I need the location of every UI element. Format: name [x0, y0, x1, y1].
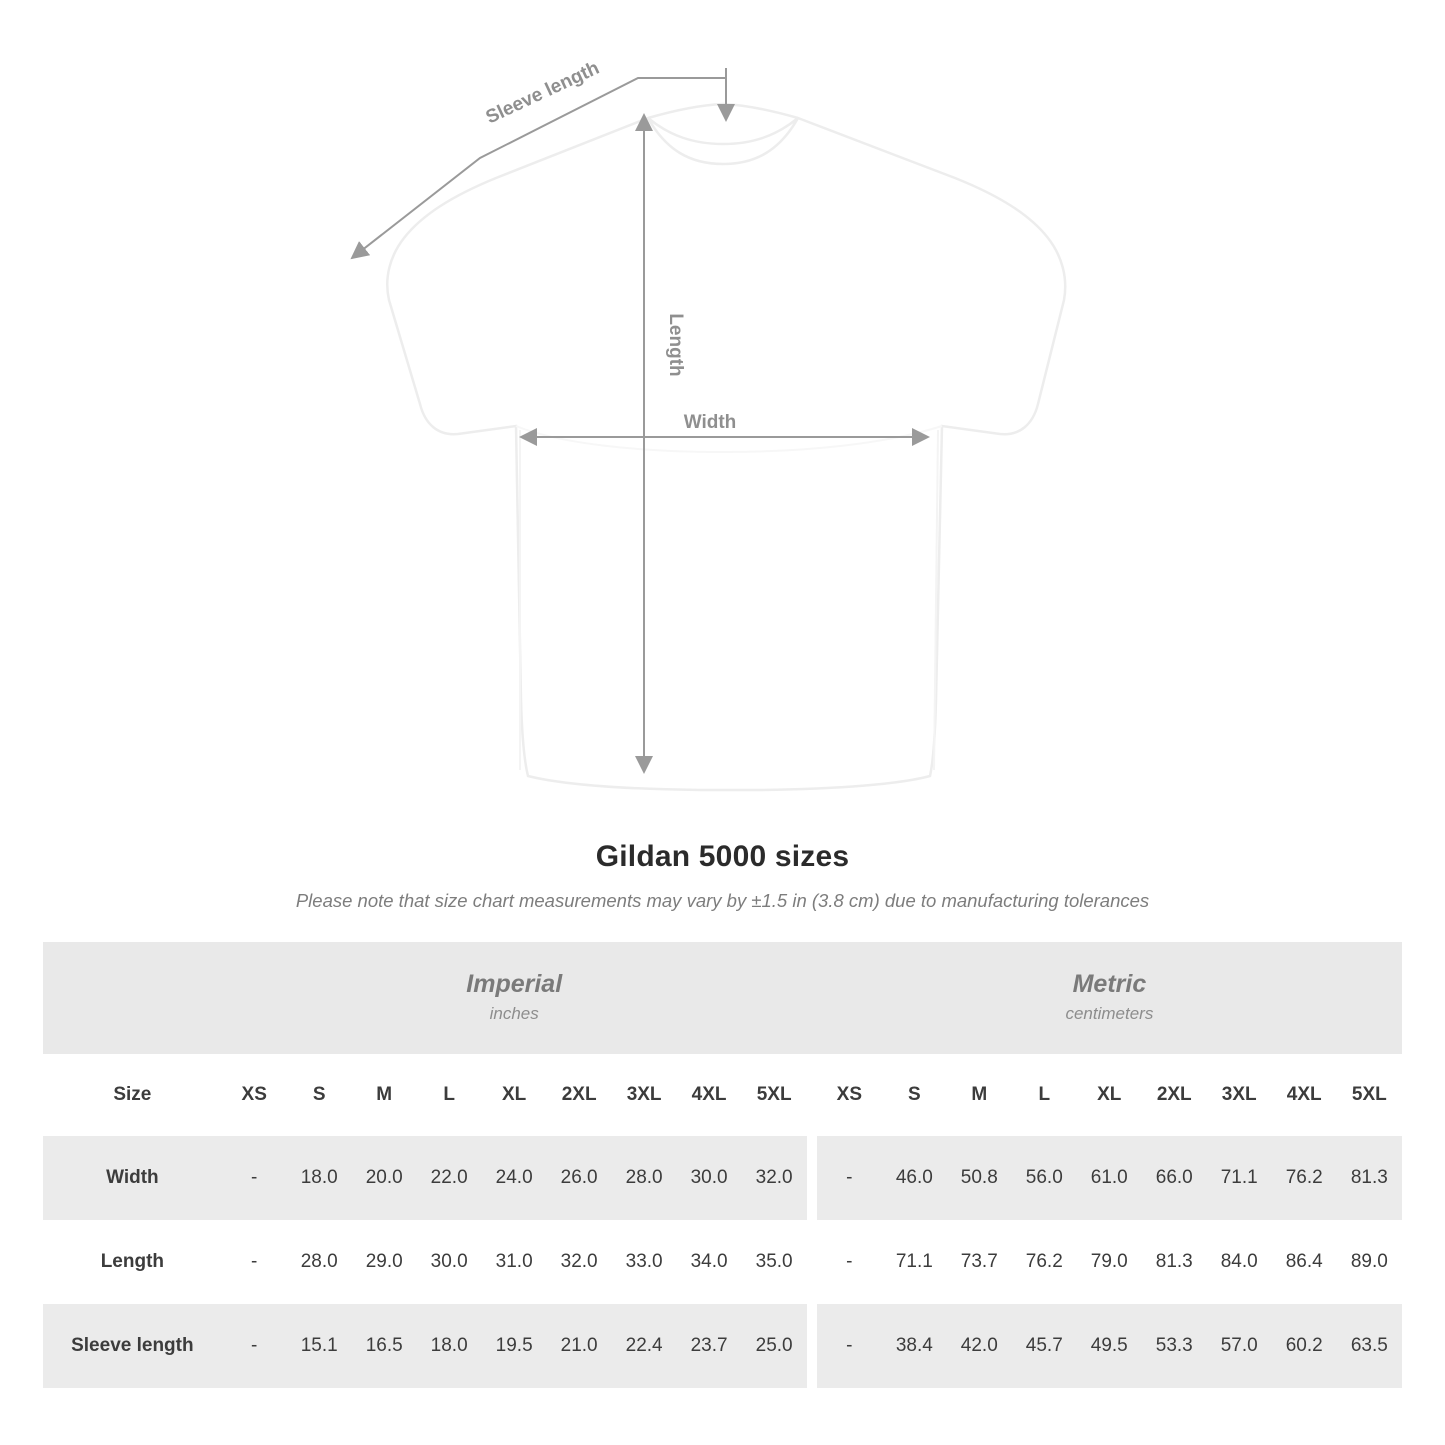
cell-width-imperial-4xl: 30.0 [677, 1136, 742, 1220]
size-table-wrap [0, 942, 1445, 1388]
cell-sleeve-metric-xs: - [817, 1304, 882, 1388]
cell-length-imperial-xl: 31.0 [482, 1220, 547, 1304]
cell-length-metric-s: 71.1 [882, 1220, 947, 1304]
tshirt-shape [387, 104, 1065, 790]
table-row [43, 1220, 1402, 1304]
cell-sleeve-imperial-xl: 19.5 [482, 1304, 547, 1388]
unit-sub-imperial: inches [489, 1004, 539, 1024]
cell-length-metric-xl: 79.0 [1077, 1220, 1142, 1304]
cell-width-imperial-2xl: 26.0 [547, 1136, 612, 1220]
cell-length-metric-4xl: 86.4 [1272, 1220, 1337, 1304]
cell-length-imperial-l: 30.0 [417, 1220, 482, 1304]
cell-sleeve-metric-4xl: 60.2 [1272, 1304, 1337, 1388]
cell-width-imperial-3xl: 28.0 [612, 1136, 677, 1220]
cell-sleeve-metric-s: 38.4 [882, 1304, 947, 1388]
cell-width-metric-s: 46.0 [882, 1136, 947, 1220]
unit-header-gap [807, 942, 817, 1054]
cell-sleeve-imperial-m: 16.5 [352, 1304, 417, 1388]
cell-length-metric-l: 76.2 [1012, 1220, 1077, 1304]
cell-sleeve-imperial-2xl: 21.0 [547, 1304, 612, 1388]
size-header-imperial-3xl: 3XL [612, 1054, 677, 1136]
cell-length-imperial-5xl: 35.0 [742, 1220, 807, 1304]
cell-sleeve-imperial-5xl: 25.0 [742, 1304, 807, 1388]
cell-width-metric-m: 50.8 [947, 1136, 1012, 1220]
width-label: Width [683, 412, 737, 433]
size-header-imperial-xl: XL [482, 1054, 547, 1136]
unit-name-imperial: Imperial [466, 969, 563, 998]
size-header-metric-m: M [947, 1054, 1012, 1136]
unit-header-metric [817, 942, 1402, 1054]
size-header-row [43, 1054, 1402, 1136]
cell-width-metric-3xl: 71.1 [1207, 1136, 1272, 1220]
cell-length-metric-xs: - [817, 1220, 882, 1304]
cell-sleeve-imperial-l: 18.0 [417, 1304, 482, 1388]
title-block [0, 840, 1445, 912]
size-table [43, 942, 1402, 1388]
sleeve-length-label: Sleeve length [482, 57, 603, 129]
cell-length-imperial-4xl: 34.0 [677, 1220, 742, 1304]
cell-length-metric-2xl: 81.3 [1142, 1220, 1207, 1304]
page-title: Gildan 5000 sizes [595, 840, 850, 873]
cell-width-metric-l: 56.0 [1012, 1136, 1077, 1220]
cell-width-imperial-s: 18.0 [287, 1136, 352, 1220]
size-header-imperial-s: S [287, 1054, 352, 1136]
cell-length-imperial-m: 29.0 [352, 1220, 417, 1304]
cell-sleeve-metric-3xl: 57.0 [1207, 1304, 1272, 1388]
tolerance-note: Please note that size chart measurements may vary by ±1.5 in (3.8 cm) due to manufacturing tolerances [295, 890, 1150, 911]
size-header-imperial-5xl: 5XL [742, 1054, 807, 1136]
size-header-imperial-l: L [417, 1054, 482, 1136]
size-header-metric-5xl: 5XL [1337, 1054, 1402, 1136]
cell-width-imperial-5xl: 32.0 [742, 1136, 807, 1220]
unit-header-spacer [43, 942, 222, 1054]
unit-header-row [43, 942, 1402, 1054]
unit-sub-metric: centimeters [1065, 1004, 1154, 1024]
size-header-label: Size [43, 1054, 222, 1136]
size-header-metric-s: S [882, 1054, 947, 1136]
unit-name-metric: Metric [1072, 969, 1147, 998]
cell-length-metric-5xl: 89.0 [1337, 1220, 1402, 1304]
cell-sleeve-metric-m: 42.0 [947, 1304, 1012, 1388]
row-label-width: Width [43, 1136, 222, 1220]
cell-length-imperial-s: 28.0 [287, 1220, 352, 1304]
cell-sleeve-metric-xl: 49.5 [1077, 1304, 1142, 1388]
cell-width-metric-xl: 61.0 [1077, 1136, 1142, 1220]
row-gap-width [807, 1136, 817, 1220]
size-header-metric-l: L [1012, 1054, 1077, 1136]
size-header-gap [807, 1054, 817, 1136]
cell-sleeve-metric-2xl: 53.3 [1142, 1304, 1207, 1388]
cell-sleeve-imperial-3xl: 22.4 [612, 1304, 677, 1388]
cell-sleeve-imperial-s: 15.1 [287, 1304, 352, 1388]
cell-width-metric-xs: - [817, 1136, 882, 1220]
cell-sleeve-imperial-xs: - [222, 1304, 287, 1388]
cell-width-metric-5xl: 81.3 [1337, 1136, 1402, 1220]
row-gap-sleeve [807, 1304, 817, 1388]
size-header-metric-2xl: 2XL [1142, 1054, 1207, 1136]
size-header-imperial-xs: XS [222, 1054, 287, 1136]
cell-length-imperial-3xl: 33.0 [612, 1220, 677, 1304]
table-row [43, 1136, 1402, 1220]
table-row [43, 1304, 1402, 1388]
cell-width-metric-4xl: 76.2 [1272, 1136, 1337, 1220]
cell-width-imperial-l: 22.0 [417, 1136, 482, 1220]
cell-sleeve-metric-5xl: 63.5 [1337, 1304, 1402, 1388]
cell-length-metric-m: 73.7 [947, 1220, 1012, 1304]
length-label: Length [665, 313, 686, 377]
size-header-metric-3xl: 3XL [1207, 1054, 1272, 1136]
row-gap-length [807, 1220, 817, 1304]
cell-length-imperial-2xl: 32.0 [547, 1220, 612, 1304]
cell-width-imperial-m: 20.0 [352, 1136, 417, 1220]
size-header-metric-xs: XS [817, 1054, 882, 1136]
size-header-metric-xl: XL [1077, 1054, 1142, 1136]
size-header-metric-4xl: 4XL [1272, 1054, 1337, 1136]
cell-width-metric-2xl: 66.0 [1142, 1136, 1207, 1220]
cell-sleeve-imperial-4xl: 23.7 [677, 1304, 742, 1388]
cell-length-metric-3xl: 84.0 [1207, 1220, 1272, 1304]
size-header-imperial-m: M [352, 1054, 417, 1136]
cell-sleeve-metric-l: 45.7 [1012, 1304, 1077, 1388]
unit-header-imperial [222, 942, 807, 1054]
size-header-imperial-2xl: 2XL [547, 1054, 612, 1136]
cell-width-imperial-xl: 24.0 [482, 1136, 547, 1220]
cell-length-imperial-xs: - [222, 1220, 287, 1304]
cell-width-imperial-xs: - [222, 1136, 287, 1220]
row-label-length: Length [43, 1220, 222, 1304]
size-header-imperial-4xl: 4XL [677, 1054, 742, 1136]
row-label-sleeve-length: Sleeve length [43, 1304, 222, 1388]
